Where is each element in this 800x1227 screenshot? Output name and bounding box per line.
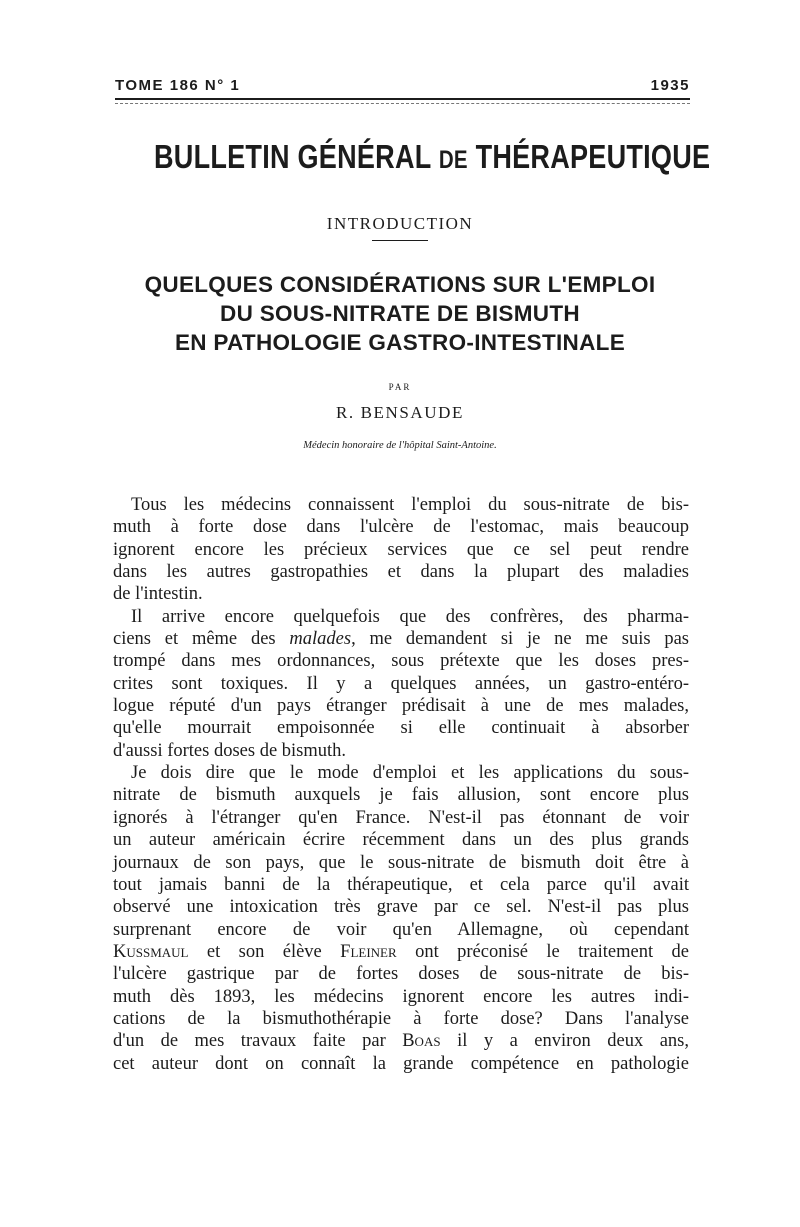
body-line: tout jamais banni de la thérapeutique, et cela parce qu'il avait [113,874,689,895]
body-line: crites sont toxiques. Il y a quelques années, un gastro-entéro- [113,673,689,694]
body-line: dans les autres gastropathies et dans la plupart des maladies [113,562,689,583]
body-text-run: d'un de mes travaux faite par [113,1031,403,1052]
section-rule [372,240,428,241]
author-name: R. BENSAUDE [335,403,465,422]
body-line: ignorent encore les précieux services que ce sel peut rendre [113,539,689,560]
body-text-run: ciens et même des [113,629,290,650]
body-line: d'aussi fortes doses de bismuth. [113,740,347,761]
publication-year: 1935 [650,77,690,94]
body-text-run: et son élève [188,941,341,962]
section-label: INTRODUCTION [326,214,474,233]
cited-name: Fleiner [340,941,397,962]
body-line: Tous les médecins connaissent l'emploi du sous-nitrate de bis- [131,495,689,515]
journal-title-part1: BULLETIN GÉNÉRAL [154,138,432,175]
body-line: observé une intoxication très grave par ce sel. N'est-il pas plus [113,897,689,918]
body-line: un auteur américain écrire récemment dans un des plus grands [113,830,689,851]
article-title-line: EN PATHOLOGIE GASTRO-INTESTINALE [174,330,626,355]
body-line [113,628,689,650]
journal-title-part2: DE [438,146,468,174]
article-title [100,270,700,357]
header-rule-thin [115,103,690,104]
body-text-run: ont préconisé le traitement de [396,941,689,962]
body-line [113,1030,689,1052]
byline-label: PAR [388,382,412,392]
article-title-line: QUELQUES CONSIDÉRATIONS SUR L'EMPLOI [144,272,656,297]
body-line: Il arrive encore quelquefois que des confrères, des pharma- [131,606,689,627]
body-line: cet auteur dont on connaît la grande compétence en pathologie [113,1053,689,1074]
body-line: nitrate de bismuth auxquels je fais allusion, sont encore plus [113,785,689,806]
body-line: Je dois dire que le mode d'emploi et les applications du sous- [131,763,689,784]
body-line: logue réputé d'un pays étranger prédisait à une de mes malades, [113,696,689,717]
body-text-run: il y a environ deux ans, [440,1031,689,1052]
article-body [113,494,689,1075]
journal-title [154,138,711,176]
cited-name: Boas [402,1031,441,1052]
body-line: de l'intestin. [113,584,203,605]
body-line: surprenant encore de voir qu'en Allemagne, où cependant [113,919,689,940]
body-line: l'ulcère gastrique par de fortes doses de sous-nitrate de bis- [113,964,689,985]
article-title-line: DU SOUS-NITRATE DE BISMUTH [220,301,580,326]
body-line: journaux de son pays, que le sous-nitrate de bismuth doit être à [113,852,689,873]
body-line: trompé dans mes ordonnances, sous prétexte que les doses pres- [113,651,689,672]
body-line [113,941,689,963]
cited-name: Kussmaul [113,941,189,962]
body-line: muth dès 1893, les médecins ignorent encore les autres indi- [113,986,689,1007]
body-line: ignorés à l'étranger qu'en France. N'est-il pas étonnant de voir [113,807,689,828]
body-line: cations de la bismuthothérapie à forte dose? Dans l'analyse [113,1008,689,1029]
journal-title-part3: THÉRAPEUTIQUE [475,138,711,175]
header-rule [115,98,690,100]
running-head [115,74,690,98]
emphasis-text: malades [289,629,352,650]
volume-number: TOME 186 N° 1 [115,77,241,94]
body-text-run: , me demandent si je ne me suis pas [351,629,690,650]
body-line: muth à forte dose dans l'ulcère de l'estomac, mais beaucoup [113,517,689,538]
author-affiliation: Médecin honoraire de l'hôpital Saint-Antoine. [303,440,497,451]
body-line: qu'elle mourrait empoisonnée si elle continuait à absorber [113,718,689,739]
